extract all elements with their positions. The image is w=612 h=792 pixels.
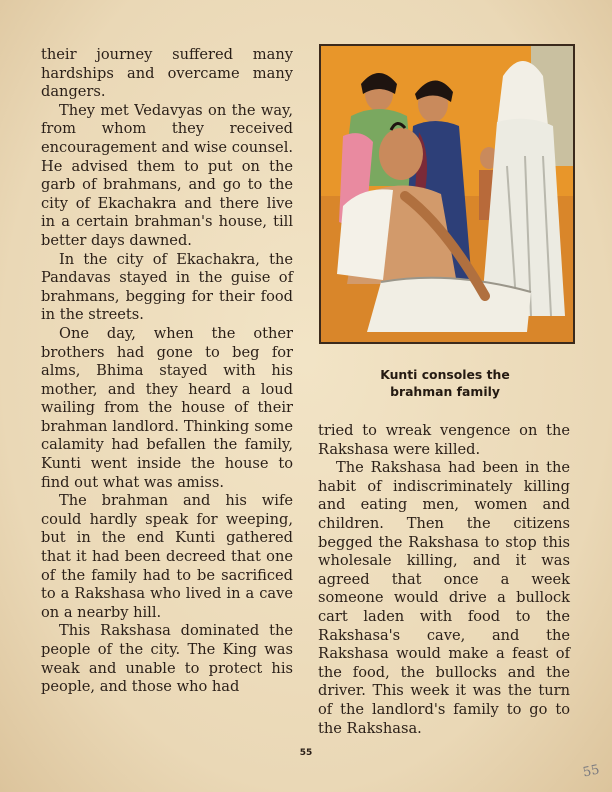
- right-text-column: [318, 422, 570, 738]
- kunti-consoles-family-illustration: [319, 44, 575, 344]
- illustration-art: [321, 46, 573, 342]
- handwritten-mark: 55: [581, 762, 601, 781]
- paragraph: In the city of Ekachakra, the Pandavas stayed in the guise of brahmans, begging for their food in the streets.: [41, 250, 293, 324]
- paragraph: their journey suffered many hardships and overcame many dangers.: [41, 46, 293, 101]
- caption-line: Kunti consoles the: [380, 367, 510, 382]
- paragraph: tried to wreak vengence on the Rakshasa were killed.: [318, 422, 570, 458]
- paragraph: One day, when the other brothers had gone to beg for alms, Bhima stayed with his mother, and they heard a loud wailing from the house of their brahman landlord. Thinking some calamity had befallen the family, Kunti went inside the house to find out what was amiss.: [41, 324, 293, 491]
- caption-line: brahman family: [390, 384, 500, 399]
- paragraph: The brahman and his wife could hardly speak for weeping, but in the end Kunti gathered that it had been decreed that one of the family had to be sacrificed to a Rakshasa who lived in a cave on a nearby hill.: [41, 492, 293, 621]
- paragraph: They met Vedavyas on the way, from whom they received encouragement and wise counsel. He advised them to put on the garb of brahmans, and go to the city of Ekachakra and there live in a certain brahman's house, till better days dawned.: [41, 101, 293, 249]
- page-number: 55: [299, 748, 313, 758]
- paragraph: The Rakshasa had been in the habit of indiscriminately killing and eating men, women and children. Then the citizens begged the Rakshasa to stop this wholesale killing, and it was agreed that once a week someone would drive a bullock cart laden with food to the Rakshasa's cave, and the Rakshasa would make a feast of the food, the bullocks and the driver. This week it was the turn of the landlord's family to go to the Rakshasa.: [318, 459, 570, 737]
- illustration-caption: [318, 366, 572, 400]
- left-text-column: [41, 46, 293, 697]
- paragraph: This Rakshasa dominated the people of the city. The King was weak and unable to protect his people, and those who had: [41, 622, 293, 696]
